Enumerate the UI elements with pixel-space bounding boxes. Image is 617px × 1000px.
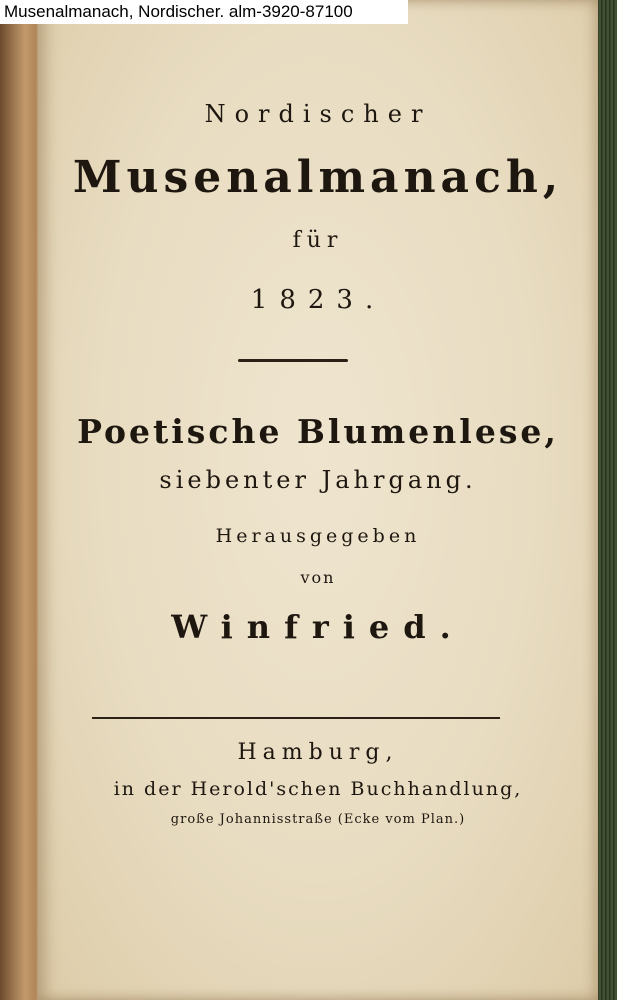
editor-name: Winfried. (171, 608, 465, 646)
title-line-fuer: für (292, 228, 344, 253)
imprint-publisher: in der Herold'schen Buchhandlung, (113, 778, 523, 800)
ornamental-rule-top (238, 359, 348, 362)
title-line-musenalmanach: Musenalmanach, (72, 152, 564, 203)
title-page (38, 0, 598, 1000)
title-line-nordischer: Nordischer (204, 100, 432, 128)
imprint-place: Hamburg, (237, 740, 399, 765)
divider-rule (92, 717, 500, 719)
title-year: 1823. (250, 285, 386, 315)
editor-intro: Herausgegeben (215, 525, 421, 547)
imprint-address: große Johannisstraße (Ecke vom Plan.) (170, 812, 466, 827)
editor-by: von (300, 568, 336, 587)
subtitle: Poetische Blumenlese, (77, 412, 559, 451)
book-spine (0, 0, 42, 1000)
page-edges (598, 0, 617, 1000)
edition-line: siebenter Jahrgang. (159, 466, 477, 494)
image-caption: Musenalmanach, Nordischer. alm-3920-87100 (0, 0, 408, 24)
